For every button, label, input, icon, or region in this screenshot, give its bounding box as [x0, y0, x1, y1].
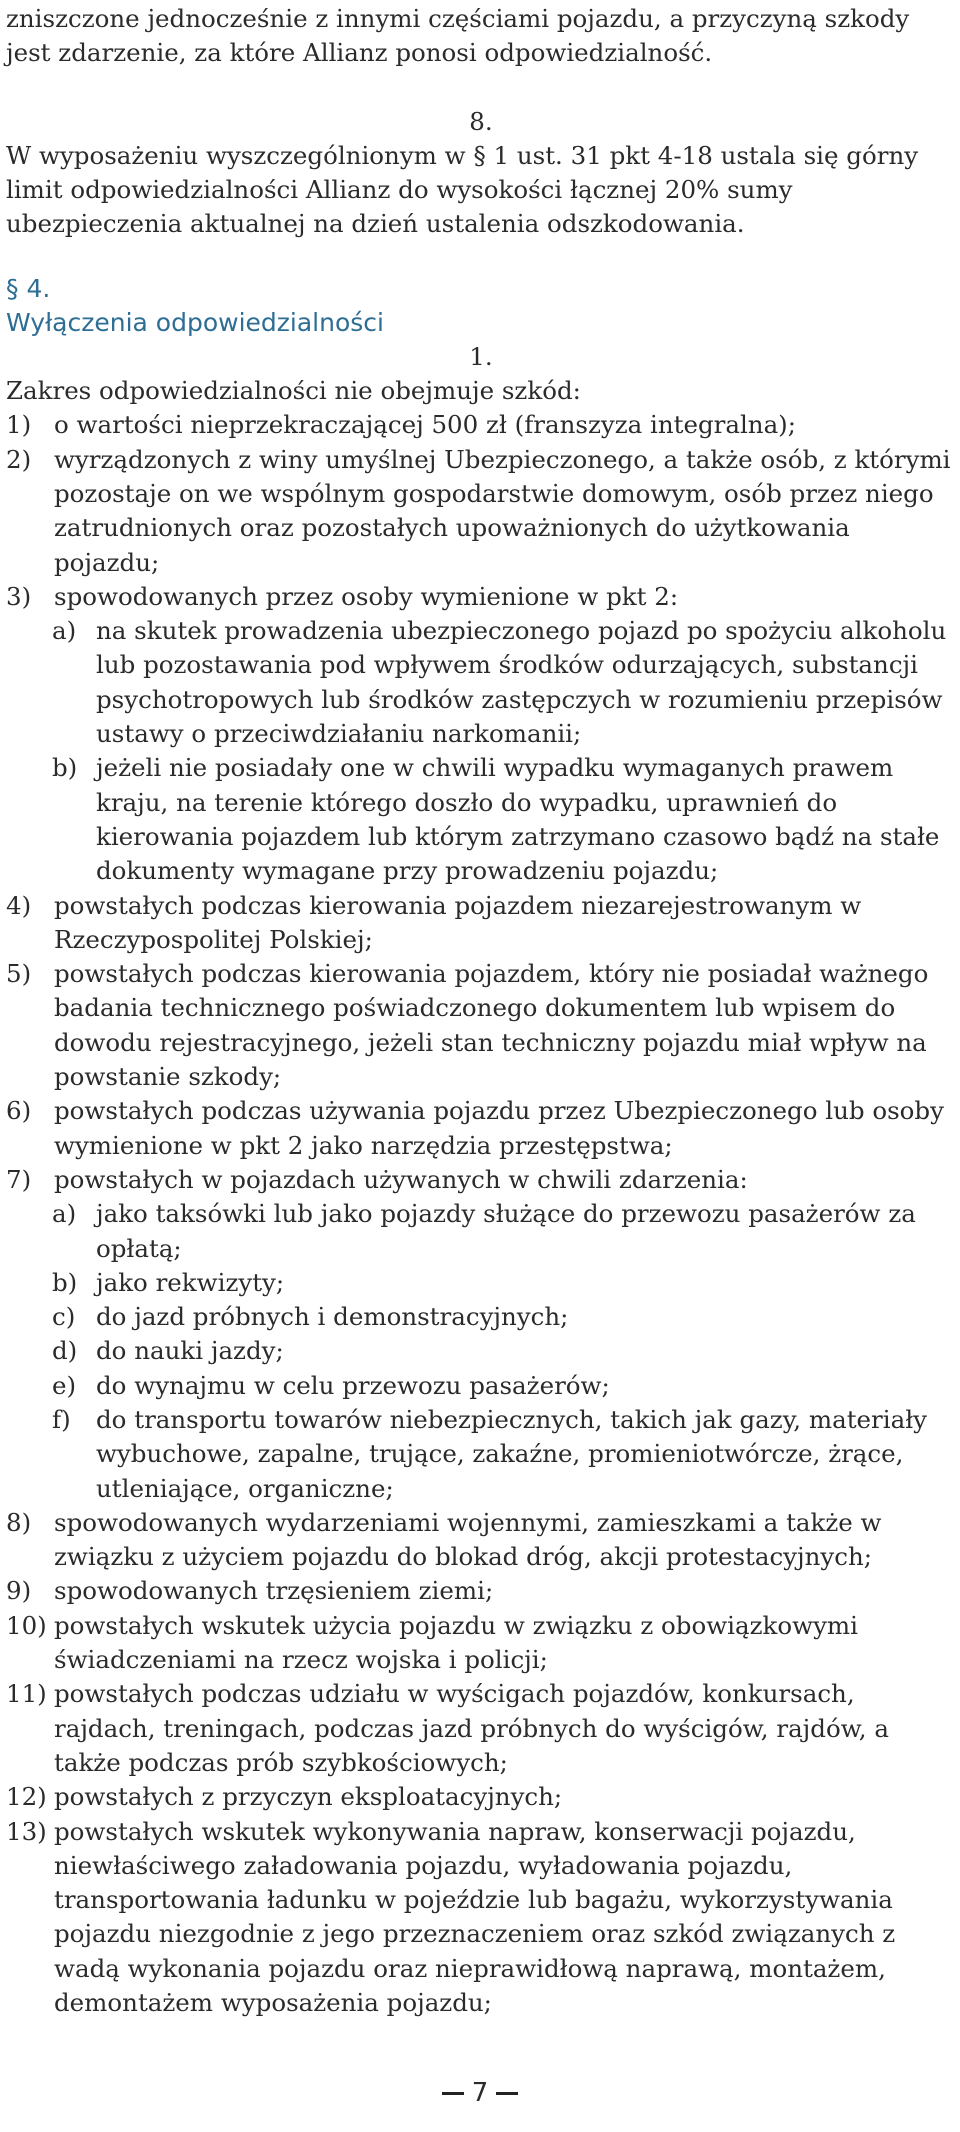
- sub-list-item-marker: b): [52, 753, 78, 783]
- list-item: [6, 1780, 956, 1814]
- list-item-marker: 6): [6, 1096, 32, 1126]
- list-item-text: powstałych podczas kierowania pojazdem, który nie posiadał ważnego badania technicznego poświadczonego dokumentem lub wpisem do dowodu rejestracyjnego, jeżeli stan techniczny pojazdu miał wpływ na powstanie szkody;: [54, 959, 929, 1092]
- sub-list-item-marker: d): [52, 1336, 78, 1366]
- point-8-text: W wyposażeniu wyszczególnionym w § 1 ust. 31 pkt 4-18 ustala się górny limit odpowiedzialności Allianz do wysokości łącznej 20% sumy ubezpieczenia aktualnej na dzień ustalenia odszkodowania.: [6, 140, 919, 239]
- list-item-text: powstałych z przyczyn eksploatacyjnych;: [54, 1782, 563, 1812]
- section-number: § 4.: [6, 273, 51, 303]
- list-item-text: powstałych wskutek wykonywania napraw, konserwacji pojazdu, niewłaściwego załadowania pojazdu, wyładowania pojazdu, transportowania ładunku w pojeździe lub bagażu, wykorzystywania pojazdu niezgodnie z jego przeznaczeniem oraz szkód związanych z wadą wykonania pojazdu oraz nieprawidłową naprawą, montażem, demontażem wyposażenia pojazdu;: [54, 1816, 896, 2018]
- list-item-text: powstałych wskutek użycia pojazdu w związku z obowiązkowymi świadczeniami na rzecz wojska i policji;: [54, 1610, 859, 1675]
- sub-list-item-marker: a): [52, 616, 77, 646]
- list-item-marker: 4): [6, 890, 32, 920]
- sub-list-item: [6, 1266, 956, 1300]
- list-item: [6, 580, 956, 614]
- list-item-text: powstałych w pojazdach używanych w chwili zdarzenia:: [54, 1164, 748, 1194]
- sub-list-item: [6, 1369, 956, 1403]
- footer-dash-left: [442, 2092, 464, 2095]
- list-item-marker: 5): [6, 959, 32, 989]
- sub-list-item-text: jeżeli nie posiadały one w chwili wypadku wymaganych prawem kraju, na terenie którego doszło do wypadku, uprawnień do kierowania pojazdem lub którym zatrzymano czasowo bądź na stałe dokumenty wymagane przy prowadzeniu pojazdu;: [96, 753, 940, 886]
- continued-paragraph: zniszczone jednocześnie z innymi częściami pojazdu, a przyczyną szkody jest zdarzenie, za które Allianz ponosi odpowiedzialność.: [6, 4, 910, 68]
- point-8-number: 8.: [469, 106, 493, 136]
- sub-list-item-marker: a): [52, 1199, 77, 1229]
- sub-list-item-text: do transportu towarów niebezpiecznych, takich jak gazy, materiały wybuchowe, zapalne, trujące, zakaźne, promieniotwórcze, żrące, utleniające, organiczne;: [96, 1404, 927, 1503]
- list-item-text: wyrządzonych z winy umyślnej Ubezpieczonego, a także osób, z którymi pozostaje on we wspólnym gospodarstwie domowym, osób przez niego zatrudnionych oraz pozostałych upoważnionych do użytkowania pojazdu;: [54, 444, 951, 577]
- section-title: Wyłączenia odpowiedzialności: [6, 307, 384, 337]
- list-item-text: powstałych podczas używania pojazdu przez Ubezpieczonego lub osoby wymienione w pkt 2 jako narzędzia przestępstwa;: [54, 1096, 944, 1160]
- sub-list-item-text: do jazd próbnych i demonstracyjnych;: [96, 1302, 569, 1332]
- list-item-marker: 3): [6, 581, 32, 611]
- list-item-marker: 8): [6, 1507, 32, 1537]
- sub-list-item-text: jako taksówki lub jako pojazdy służące do przewozu pasażerów za opłatą;: [96, 1199, 916, 1263]
- sub-list-item: [6, 1300, 956, 1334]
- sub-list-item-text: do wynajmu w celu przewozu pasażerów;: [96, 1370, 610, 1400]
- page-number: 7: [471, 2078, 489, 2108]
- list-item: [6, 1094, 956, 1163]
- footer-dash-right: [496, 2092, 518, 2095]
- sub-list-item-marker: e): [52, 1370, 77, 1400]
- sub-list-item-marker: f): [52, 1404, 71, 1434]
- sub-list-item: [6, 1334, 956, 1368]
- list-item-marker: 11): [6, 1679, 47, 1709]
- list-item-text: powstałych podczas kierowania pojazdem niezarejestrowanym w Rzeczypospolitej Polskiej;: [54, 890, 862, 954]
- sub-list-item: [6, 614, 956, 751]
- list-item-text: powstałych podczas udziału w wyścigach pojazdów, konkursach, rajdach, treningach, podczas jazd próbnych do wyścigów, rajdów, a także podczas prób szybkościowych;: [54, 1679, 889, 1777]
- list-item: [6, 1677, 956, 1780]
- list-item-text: spowodowanych przez osoby wymienione w pkt 2:: [54, 581, 679, 611]
- sub-list-item-text: do nauki jazdy;: [96, 1336, 284, 1366]
- list-item: [6, 443, 956, 580]
- sub-list-item-marker: b): [52, 1267, 78, 1297]
- list-item: [6, 1815, 956, 2021]
- sub-list-item: [6, 1403, 956, 1506]
- list-item-text: spowodowanych wydarzeniami wojennymi, zamieszkami a także w związku z użyciem pojazdu do blokad dróg, akcji protestacyjnych;: [54, 1507, 882, 1572]
- document-page: [6, 0, 956, 2020]
- subsection-intro: Zakres odpowiedzialności nie obejmuje szkód:: [6, 376, 581, 406]
- list-item-marker: 12): [6, 1782, 47, 1812]
- list-item: [6, 1506, 956, 1575]
- list-item: [6, 957, 956, 1094]
- page-footer: [0, 2078, 960, 2108]
- sub-list-item-marker: c): [52, 1302, 76, 1332]
- list-item: [6, 1574, 956, 1608]
- list-item: [6, 1609, 956, 1678]
- list-item: [6, 889, 956, 958]
- list-item-text: spowodowanych trzęsieniem ziemi;: [54, 1576, 494, 1606]
- sub-list-item-text: jako rekwizyty;: [96, 1267, 285, 1297]
- list-item: [6, 408, 956, 442]
- sub-list-item-text: na skutek prowadzenia ubezpieczonego pojazd po spożyciu alkoholu lub pozostawania pod wpływem środków odurzających, substancji psychotropowych lub środków zastępczych w rozumieniu przepisów ustawy o przeciwdziałaniu narkomanii;: [96, 616, 947, 749]
- list-item-marker: 7): [6, 1164, 32, 1194]
- list-item-marker: 13): [6, 1816, 47, 1846]
- exclusions-list: [6, 408, 956, 2020]
- list-item-text: o wartości nieprzekraczającej 500 zł (franszyza integralna);: [54, 410, 796, 440]
- list-item-marker: 10): [6, 1610, 47, 1640]
- list-item: [6, 1163, 956, 1197]
- sub-list-item: [6, 1197, 956, 1266]
- subsection-number: 1.: [469, 341, 493, 371]
- list-item-marker: 2): [6, 444, 32, 474]
- sub-list-item: [6, 751, 956, 888]
- list-item-marker: 1): [6, 410, 32, 440]
- list-item-marker: 9): [6, 1576, 32, 1606]
